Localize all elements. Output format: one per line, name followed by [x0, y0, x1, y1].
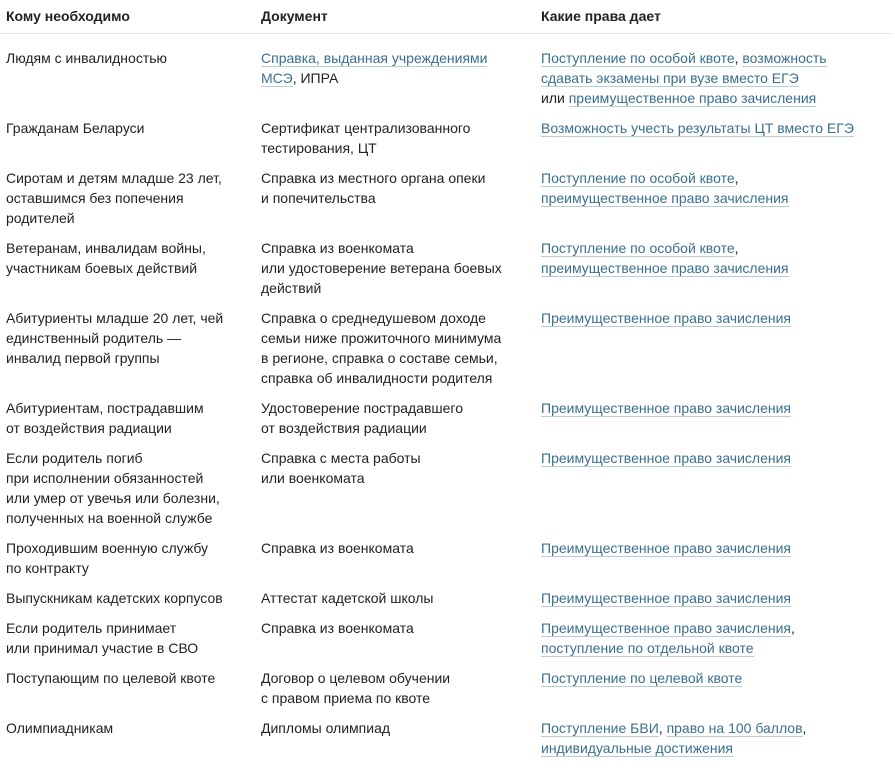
- rights-line: [541, 258, 885, 278]
- rights-link-priority-admission[interactable]: Преимущественное право зачисления: [541, 590, 791, 606]
- rights-separator: ,: [734, 50, 743, 66]
- cell-rights: [535, 668, 891, 718]
- who-line: Проходившим военную службу: [6, 540, 209, 556]
- table-row: [0, 398, 891, 448]
- table-row: [0, 538, 891, 588]
- doc-line: тестирования, ЦТ: [261, 140, 377, 156]
- rights-link-special-quota[interactable]: Поступление по особой квоте: [541, 50, 735, 66]
- doc-line: Удостоверение пострадавшего: [261, 400, 464, 416]
- who-line: полученных на военной службе: [6, 510, 213, 526]
- rights-line: [541, 238, 885, 258]
- rights-link-special-quota[interactable]: Поступление по особой квоте: [541, 170, 735, 186]
- rights-line: [541, 668, 885, 688]
- rights-separator: ,: [802, 720, 807, 736]
- doc-line: в регионе, справка о составе семьи,: [261, 350, 498, 366]
- rights-link-priority-admission[interactable]: преимущественное право зачисления: [541, 260, 789, 276]
- table-header-row: [0, 0, 891, 34]
- cell-who: [0, 238, 255, 308]
- doc-line: и попечительства: [261, 190, 376, 206]
- cell-who: [0, 618, 255, 668]
- cell-rights: [535, 718, 891, 768]
- doc-line: Аттестат кадетской школы: [261, 590, 434, 606]
- who-line: оставшимся без попечения: [6, 190, 184, 206]
- table-row: [0, 618, 891, 668]
- rights-link-priority-admission[interactable]: преимущественное право зачисления: [568, 90, 817, 106]
- doc-line: или удостоверение ветерана боевых: [261, 260, 502, 276]
- table-row: [0, 668, 891, 718]
- who-line: Людям с инвалидностью: [6, 50, 168, 66]
- rights-link-special-quota[interactable]: Поступление по особой квоте: [541, 240, 735, 256]
- rights-text: или: [541, 90, 569, 106]
- table-row: [0, 588, 891, 618]
- who-line: Выпускникам кадетских корпусов: [6, 590, 223, 606]
- rights-separator: ,: [734, 240, 739, 256]
- rights-line: [541, 188, 885, 208]
- cell-who: [0, 668, 255, 718]
- cell-document: [255, 668, 535, 718]
- rights-link-priority-admission[interactable]: Преимущественное право зачисления: [541, 310, 791, 326]
- doc-line: Справка из военкомата: [261, 620, 414, 636]
- doc-text: , ИПРА: [292, 70, 339, 86]
- table-row: [0, 448, 891, 538]
- cell-document: [255, 618, 535, 668]
- cell-who: [0, 718, 255, 768]
- cell-who: [0, 448, 255, 538]
- cell-document: [255, 718, 535, 768]
- cell-rights: [535, 118, 891, 168]
- who-line: родителей: [6, 210, 75, 226]
- rights-line: [541, 618, 885, 638]
- doc-line: [261, 68, 529, 88]
- rights-line: [541, 448, 885, 468]
- who-line: при исполнении обязанностей: [6, 470, 204, 486]
- doc-line: [261, 48, 529, 68]
- cell-document: [255, 118, 535, 168]
- who-line: от воздействия радиации: [6, 420, 172, 436]
- doc-line: с правом приема по квоте: [261, 690, 431, 706]
- header-document: Документ: [255, 0, 535, 34]
- rights-link-university-exams[interactable]: возможность: [742, 50, 827, 66]
- who-line: Олимпиадникам: [6, 720, 114, 736]
- cell-rights: [535, 308, 891, 398]
- rights-link-individual-achievements[interactable]: индивидуальные достижения: [541, 740, 734, 756]
- doc-line: или военкомата: [261, 470, 365, 486]
- doc-line: Справка из военкомата: [261, 240, 414, 256]
- doc-line: Дипломы олимпиад: [261, 720, 391, 736]
- table-row: [0, 168, 891, 238]
- table-row: [0, 34, 891, 119]
- who-line: Если родитель погиб: [6, 450, 143, 466]
- doc-line: Сертификат централизованного: [261, 120, 471, 136]
- cell-who: [0, 538, 255, 588]
- rights-line: [541, 68, 885, 88]
- rights-link-priority-admission[interactable]: преимущественное право зачисления: [541, 190, 789, 206]
- cell-who: [0, 308, 255, 398]
- rights-line: [541, 538, 885, 558]
- cell-document: [255, 308, 535, 398]
- who-line: или принимал участие в СВО: [6, 640, 199, 656]
- rights-link-priority-admission[interactable]: Преимущественное право зачисления: [541, 400, 791, 416]
- rights-link-target-quota[interactable]: Поступление по целевой квоте: [541, 670, 743, 686]
- doc-line: Справка о среднедушевом доходе: [261, 310, 486, 326]
- cell-rights: [535, 238, 891, 308]
- doc-line: Справка из местного органа опеки: [261, 170, 486, 186]
- rights-line: [541, 118, 885, 138]
- doc-line: Справка из военкомата: [261, 540, 414, 556]
- rights-line: [541, 738, 885, 758]
- cell-document: [255, 34, 535, 119]
- cell-rights: [535, 588, 891, 618]
- doc-link-disability-certificate[interactable]: Справка, выданная учреждениями: [261, 50, 488, 66]
- doc-line: от воздействия радиации: [261, 420, 427, 436]
- table-row: [0, 718, 891, 768]
- rights-line: [541, 308, 885, 328]
- who-line: Абитуриентам, пострадавшим: [6, 400, 204, 416]
- cell-who: [0, 168, 255, 238]
- header-rights: Какие права дает: [535, 0, 891, 34]
- rights-line: [541, 48, 885, 68]
- doc-link-mse[interactable]: МСЭ: [261, 70, 293, 86]
- header-who: Кому необходимо: [0, 0, 255, 34]
- rights-line: [541, 88, 885, 108]
- rights-line: [541, 168, 885, 188]
- rights-link-priority-admission[interactable]: Преимущественное право зачисления: [541, 540, 791, 556]
- who-line: Ветеранам, инвалидам войны,: [6, 240, 206, 256]
- cell-rights: [535, 538, 891, 588]
- who-line: Гражданам Беларуси: [6, 120, 145, 136]
- rights-link-100-points[interactable]: право на 100 баллов: [666, 720, 803, 736]
- rights-line: [541, 398, 885, 418]
- cell-who: [0, 398, 255, 448]
- rights-line: [541, 638, 885, 658]
- cell-who: [0, 588, 255, 618]
- rights-separator: ,: [734, 170, 739, 186]
- rights-line: [541, 718, 885, 738]
- rights-link-separate-quota[interactable]: поступление по отдельной квоте: [541, 640, 754, 656]
- who-line: Сиротам и детям младше 23 лет,: [6, 170, 222, 186]
- rights-link-bvi[interactable]: Поступление БВИ: [541, 720, 659, 736]
- cell-rights: [535, 448, 891, 538]
- cell-document: [255, 168, 535, 238]
- who-line: Если родитель принимает: [6, 620, 177, 636]
- doc-line: действий: [261, 280, 322, 296]
- who-line: единственный родитель —: [6, 330, 182, 346]
- who-line: или умер от увечья или болезни,: [6, 490, 220, 506]
- cell-document: [255, 588, 535, 618]
- rights-link-priority-admission[interactable]: Преимущественное право зачисления: [541, 620, 791, 636]
- cell-who: [0, 118, 255, 168]
- rights-link-priority-admission[interactable]: Преимущественное право зачисления: [541, 450, 791, 466]
- rights-separator: ,: [791, 620, 795, 636]
- rights-line: [541, 588, 885, 608]
- table-row: [0, 118, 891, 168]
- table-row: [0, 238, 891, 308]
- rights-separator: ,: [658, 720, 667, 736]
- cell-who: [0, 34, 255, 119]
- who-line: по контракту: [6, 560, 89, 576]
- who-line: инвалид первой группы: [6, 350, 160, 366]
- cell-document: [255, 448, 535, 538]
- cell-rights: [535, 168, 891, 238]
- rights-link-university-exams-cont[interactable]: сдавать экзамены при вузе вместо ЕГЭ: [541, 70, 799, 86]
- doc-line: Справка с места работы: [261, 450, 421, 466]
- who-line: Поступающим по целевой квоте: [6, 670, 216, 686]
- who-line: Абитуриенты младше 20 лет, чей: [6, 310, 224, 326]
- doc-line: семьи ниже прожиточного минимума: [261, 330, 502, 346]
- doc-line: справка об инвалидности родителя: [261, 370, 493, 386]
- cell-rights: [535, 34, 891, 119]
- rights-link-ct-results[interactable]: Возможность учесть результаты ЦТ вместо ЕГЭ: [541, 120, 854, 136]
- cell-document: [255, 398, 535, 448]
- cell-document: [255, 538, 535, 588]
- cell-rights: [535, 398, 891, 448]
- doc-line: Договор о целевом обучении: [261, 670, 451, 686]
- cell-document: [255, 238, 535, 308]
- who-line: участникам боевых действий: [6, 260, 198, 276]
- cell-rights: [535, 618, 891, 668]
- table-row: [0, 308, 891, 398]
